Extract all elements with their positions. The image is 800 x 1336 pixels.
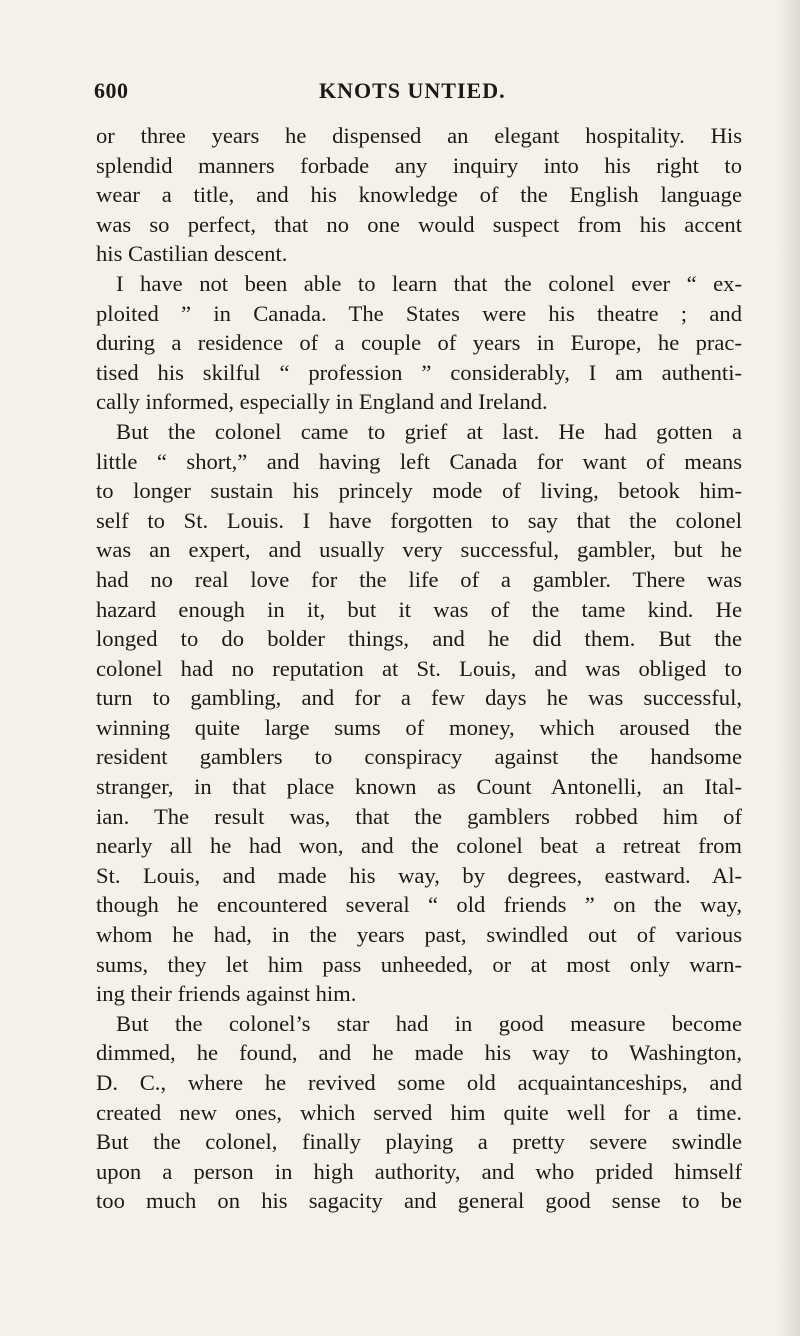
text-line: wear a title, and his knowledge of the English language bbox=[96, 182, 742, 208]
text-line: I have not been able to learn that the colonel ever “ ex- bbox=[116, 270, 742, 296]
text-line: ploited ” in Canada. The States were his theatre ; and bbox=[96, 300, 742, 326]
text-line: dimmed, he found, and he made his way to Washington, bbox=[96, 1040, 742, 1066]
text-line: sums, they let him pass unheeded, or at most only warn- bbox=[96, 951, 742, 977]
body-text bbox=[96, 121, 742, 1216]
text-line: tised his skilful “ profession ” considerably, I am authenti- bbox=[96, 359, 742, 385]
page-header bbox=[94, 78, 734, 108]
text-line: D. C., where he revived some old acquaintanceships, and bbox=[96, 1070, 742, 1095]
text-line: ing their friends against him. bbox=[96, 981, 357, 1007]
text-line: was an expert, and usually very successful, gambler, but he bbox=[96, 537, 742, 563]
text-line: ian. The result was, that the gamblers robbed him of bbox=[96, 803, 742, 829]
text-line: turn to gambling, and for a few days he was successful, bbox=[96, 685, 742, 711]
running-head: KNOTS UNTIED. bbox=[319, 78, 506, 103]
page-edge-shadow bbox=[778, 0, 800, 1336]
text-line: whom he had, in the years past, swindled out of various bbox=[96, 922, 742, 948]
text-line: though he encountered several “ old friends ” on the way, bbox=[96, 892, 742, 918]
page-number: 600 bbox=[94, 78, 129, 103]
text-line: had no real love for the life of a gambler. There was bbox=[96, 566, 742, 592]
text-line: winning quite large sums of money, which aroused the bbox=[96, 714, 742, 740]
text-line: hazard enough in it, but it was of the tame kind. He bbox=[96, 596, 742, 622]
text-line: to longer sustain his princely mode of living, betook him- bbox=[96, 478, 742, 504]
text-line: or three years he dispensed an elegant hospitality. His bbox=[96, 123, 742, 148]
text-line: cally informed, especially in England and Ireland. bbox=[96, 389, 548, 415]
text-line: St. Louis, and made his way, by degrees, eastward. Al- bbox=[96, 862, 742, 888]
text-line: his Castilian descent. bbox=[96, 241, 288, 267]
text-line: But the colonel came to grief at last. He had gotten a bbox=[116, 418, 742, 444]
text-line: splendid manners forbade any inquiry into his right to bbox=[96, 152, 742, 178]
text-line: colonel had no reputation at St. Louis, and was obliged to bbox=[96, 655, 742, 681]
text-line: resident gamblers to conspiracy against the handsome bbox=[96, 744, 742, 770]
text-line: stranger, in that place known as Count Antonelli, an Ital- bbox=[96, 774, 742, 800]
text-line: longed to do bolder things, and he did them. But the bbox=[96, 626, 742, 652]
text-line: created new ones, which served him quite well for a time. bbox=[96, 1099, 742, 1125]
text-line: upon a person in high authority, and who prided himself bbox=[96, 1158, 742, 1184]
text-line: But the colonel, finally playing a pretty severe swindle bbox=[96, 1129, 742, 1155]
text-line: little “ short,” and having left Canada for want of means bbox=[96, 448, 742, 474]
text-line: But the colonel’s star had in good measure become bbox=[116, 1010, 742, 1036]
text-line: too much on his sagacity and general good sense to be bbox=[96, 1188, 742, 1214]
text-line: during a residence of a couple of years in Europe, he prac- bbox=[96, 330, 742, 356]
text-line: self to St. Louis. I have forgotten to say that the colonel bbox=[96, 507, 742, 533]
text-line: was so perfect, that no one would suspect from his accent bbox=[96, 211, 742, 237]
text-line: nearly all he had won, and the colonel beat a retreat from bbox=[96, 833, 742, 859]
